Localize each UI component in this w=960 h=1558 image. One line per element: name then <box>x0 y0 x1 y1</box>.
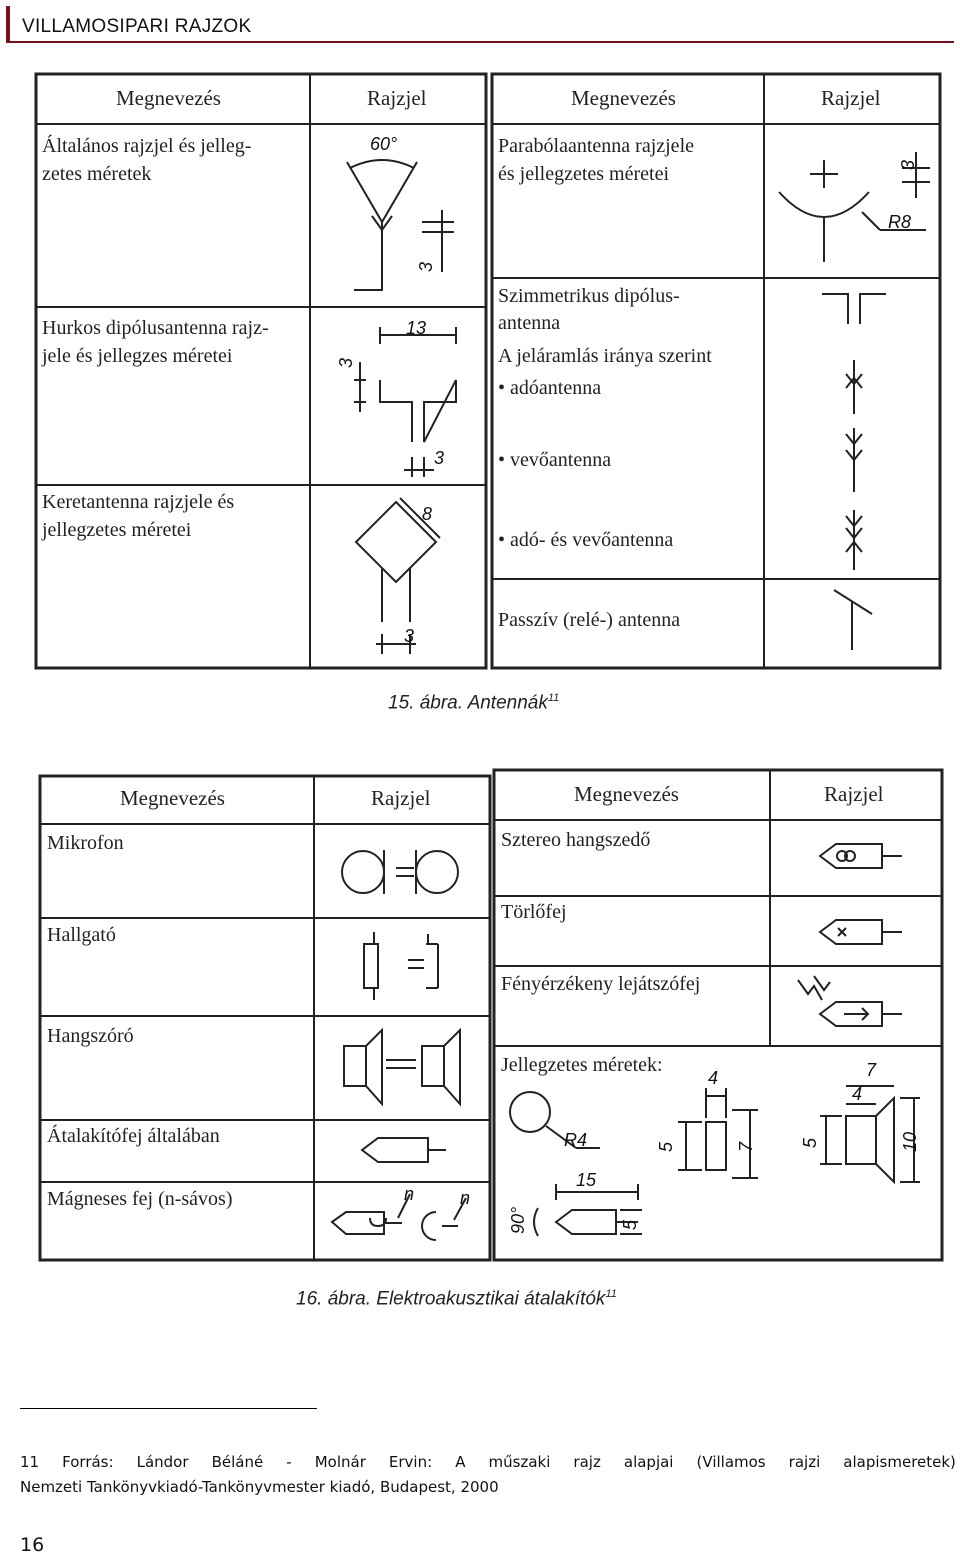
fig15-left-row2-line2: jele és jellegzes méretei <box>42 345 233 367</box>
footnote <box>20 1450 956 1500</box>
dim-3c: 3 <box>434 448 445 468</box>
dim-7a: 7 <box>736 1141 756 1152</box>
figure-15-caption-ref: 11 <box>547 692 560 704</box>
dim-3e: 3 <box>898 159 918 170</box>
fig15-left-row3-line1: Keretantenna rajzjele és <box>42 491 235 513</box>
figure-15-antennas <box>34 72 944 672</box>
dim-15: 15 <box>576 1170 597 1190</box>
fig15-right-row2-line2: antenna <box>498 312 561 334</box>
fig15-right-row1-line2: és jellegzetes méretei <box>498 163 670 185</box>
header-title: VILLAMOSIPARI RAJZOK <box>22 16 252 37</box>
fig16-left-microphone: Mikrofon <box>47 832 124 854</box>
dim-13: 13 <box>406 318 427 338</box>
footnote-word: alapjai <box>623 1453 674 1471</box>
dim-10: 10 <box>900 1131 920 1152</box>
fig16-right-photo-head: Fényérzékeny lejátszófej <box>501 973 701 995</box>
footnote-number: 11 <box>20 1453 40 1471</box>
fig15-left-row2-line1: Hurkos dipólusantenna rajz- <box>42 317 269 339</box>
general-antenna-symbol <box>347 160 454 290</box>
page-number: 16 <box>20 1534 45 1556</box>
fig15-header-name-left: Megnevezés <box>116 86 221 110</box>
dim-7b: 7 <box>866 1060 877 1080</box>
receive-antenna-symbol <box>846 428 862 492</box>
figure-16-caption <box>296 1288 617 1310</box>
transmit-antenna-symbol <box>846 360 862 414</box>
footnote-word: Forrás: <box>62 1453 114 1471</box>
fig15-right-row2-line1: Szimmetrikus dipólus- <box>498 285 680 307</box>
fig15-header-name-right: Megnevezés <box>571 86 676 110</box>
fig16-header-name-left: Megnevezés <box>120 786 225 810</box>
photo-head-symbol <box>798 976 902 1026</box>
fig15-header-symbol-left: Rajzjel <box>367 86 427 110</box>
erase-head-symbol <box>820 920 902 944</box>
figure-16-drawing <box>38 768 946 1264</box>
fig16-right-stereo-pickup: Sztereo hangszedő <box>501 829 651 851</box>
symmetric-dipole-symbol <box>822 294 886 324</box>
figure-15-drawing <box>34 72 944 672</box>
footnote-word: Lándor <box>136 1453 189 1471</box>
dimension-drawings <box>510 1086 920 1236</box>
dim-3d: 3 <box>404 626 415 646</box>
footnote-word: Béláné <box>211 1453 264 1471</box>
page-header <box>0 0 960 44</box>
fig16-header-symbol-left: Rajzjel <box>371 786 431 810</box>
dim-n1: n <box>404 1184 415 1204</box>
header-rule <box>6 41 954 43</box>
fig16-left-loudspeaker: Hangszóró <box>47 1025 134 1047</box>
fig15-left-row1-line2: zetes méretek <box>42 163 152 185</box>
footnote-word: (Villamos <box>696 1453 766 1471</box>
dim-60-degrees: 60° <box>370 134 398 154</box>
dim-n2: n <box>460 1188 471 1208</box>
microphone-symbol <box>342 850 458 894</box>
fig16-right-dimensions: Jellegzetes méretek: <box>501 1054 663 1076</box>
footnote-word: rajzi <box>788 1453 821 1471</box>
footnote-line-2: Nemzeti Tankönyvkiadó-Tankönyvmester kiadó, Budapest, 2000 <box>20 1478 499 1496</box>
footnote-line-1 <box>20 1450 956 1475</box>
footnote-word: Ervin: <box>388 1453 433 1471</box>
figure-16-electroacoustic <box>38 768 946 1264</box>
dim-r8: R8 <box>888 212 912 232</box>
fig15-header-symbol-right: Rajzjel <box>821 86 881 110</box>
fig16-left-magnetic-head: Mágneses fej (n-sávos) <box>47 1188 233 1210</box>
magnetic-head-symbol <box>332 1194 466 1240</box>
figure-15-caption-text: 15. ábra. Antennák <box>388 692 548 714</box>
loudspeaker-symbol <box>344 1030 460 1104</box>
transceive-antenna-symbol <box>846 510 862 570</box>
fig15-right-row5: • vevőantenna <box>498 449 612 471</box>
fig15-right-row6: • adó- és vevőantenna <box>498 529 674 551</box>
figure-15-caption <box>388 692 559 714</box>
passive-antenna-symbol <box>834 590 872 650</box>
dim-5a: 5 <box>656 1141 676 1152</box>
footnote-word: Molnár <box>314 1453 366 1471</box>
fig16-left-transducer-head: Átalakítófej általában <box>47 1125 220 1147</box>
dim-r4: R4 <box>564 1130 588 1150</box>
footnote-rule <box>20 1408 317 1409</box>
fig16-header-symbol-right: Rajzjel <box>824 782 884 806</box>
fig15-right-row7: Passzív (relé-) antenna <box>498 609 681 631</box>
dim-5b: 5 <box>800 1137 820 1148</box>
fig16-left-earphone: Hallgató <box>47 924 116 946</box>
footnote-word: - <box>286 1453 292 1471</box>
footnote-word: műszaki <box>488 1453 551 1471</box>
dim-5c: 5 <box>620 1219 640 1230</box>
fig15-right-row3: A jeláramlás iránya szerint <box>498 345 712 367</box>
dim-3a: 3 <box>416 261 436 272</box>
figure-16-caption-ref: 11 <box>605 1288 617 1300</box>
fig16-right-erase-head: Törlőfej <box>501 901 567 923</box>
footnote-word: rajz <box>573 1453 601 1471</box>
footnote-word: alapismeretek) <box>843 1453 956 1471</box>
footnote-word: A <box>455 1453 466 1471</box>
figure-16-caption-text: 16. ábra. Elektroakusztikai átalakítók <box>296 1288 606 1310</box>
dim-4a: 4 <box>708 1068 719 1088</box>
fig16-header-name-right: Megnevezés <box>574 782 679 806</box>
dim-90-degrees: 90° <box>508 1206 528 1234</box>
header-accent-bar <box>6 6 10 42</box>
transducer-head-symbol <box>362 1138 446 1162</box>
fig15-left-row3-line2: jellegzetes méretei <box>42 519 192 541</box>
fig15-left-row1-line1: Általános rajzjel és jelleg- <box>42 135 252 157</box>
stereo-pickup-symbol <box>820 844 902 868</box>
fig15-right-row4: • adóantenna <box>498 377 602 399</box>
dim-8: 8 <box>422 504 433 524</box>
earphone-symbol <box>364 932 438 1000</box>
dim-4b: 4 <box>852 1084 863 1104</box>
fig15-right-row1-line1: Parabólaantenna rajzjele <box>498 135 694 157</box>
dim-3b: 3 <box>336 357 356 368</box>
